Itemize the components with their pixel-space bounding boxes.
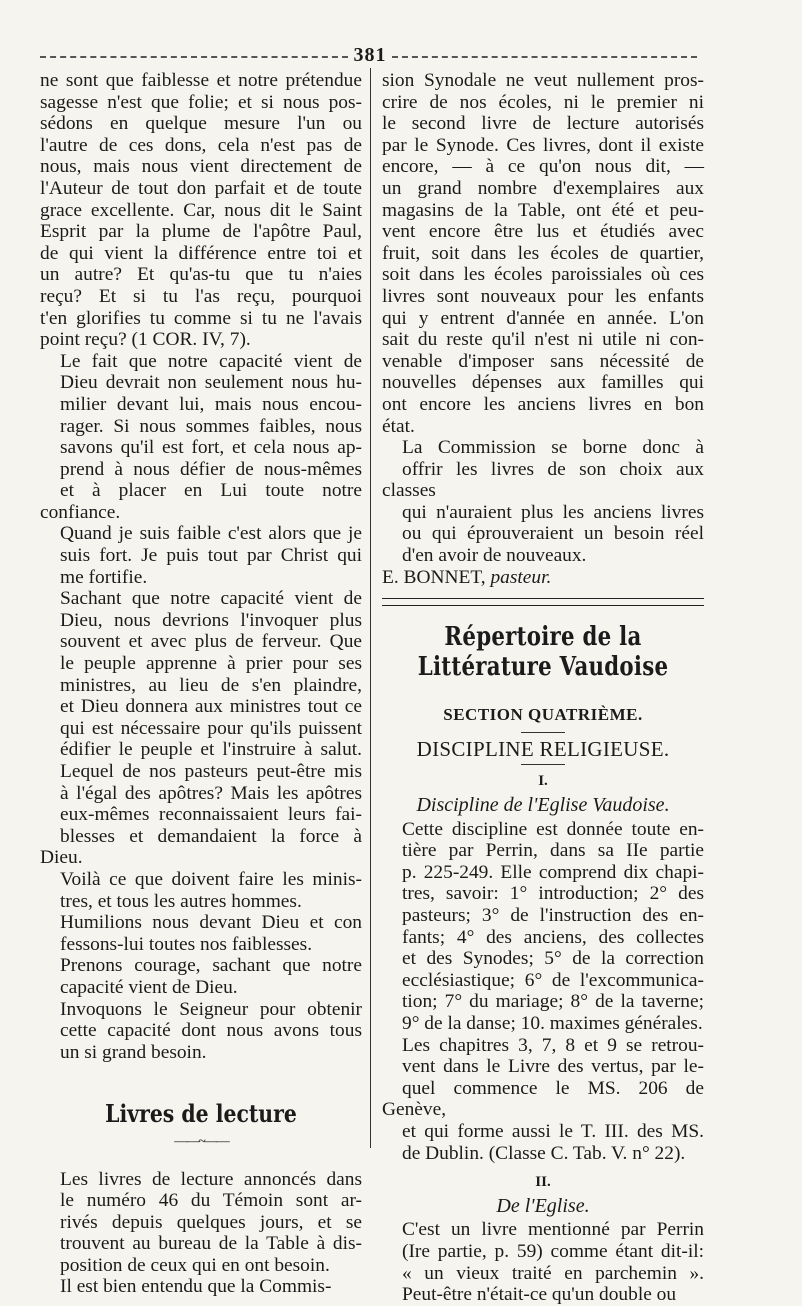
text-line: capacité vient de Dieu. [60, 976, 238, 998]
text-line: de qui vient la différence entre toi et [40, 242, 362, 264]
discipline-heading: DISCIPLINE RELIGIEUSE. [416, 736, 670, 761]
text-line: Voilà ce que doivent faire les minis- [60, 868, 362, 890]
text-line: Peut-être n'était-ce qu'un double ou [402, 1284, 677, 1306]
text-line: ne sont que faiblesse et notre prétendue [40, 70, 362, 91]
text-line: sait du reste qu'il n'est ni utile ni con- [382, 329, 704, 351]
text-line: Prenons courage, sachant que notre [60, 955, 362, 977]
text-line: Humilions nous devant Dieu et con [60, 912, 362, 934]
text-line: un si grand besoin. [60, 1041, 207, 1063]
text-line: de Dublin. (Classe C. Tab. V. n° 22). [402, 1142, 686, 1164]
text-line: Il est bien entendu que la Commis- [60, 1276, 332, 1298]
paragraph [382, 1035, 704, 1165]
text-line: ou qui éprouveraient un besoin réel [402, 523, 704, 545]
left-column-body [40, 70, 362, 1063]
short-rule [521, 732, 565, 733]
text-line: ministres, au lieu de s'en plaindre, [60, 674, 362, 696]
paragraph [40, 588, 362, 912]
text-line: (Ire partie, p. 59) comme étant dit-il: [402, 1240, 704, 1262]
text-line: tres, et tous les autres hommes. [60, 890, 302, 912]
text-line: état. [382, 415, 415, 437]
text-line: par le Synode. Ces livres, dont il existe [382, 134, 704, 156]
short-rule-2 [521, 764, 565, 765]
text-line: Dieu, nous devrions l'invoquer plus [60, 609, 362, 631]
livres-body [40, 1169, 362, 1299]
text-line: livres sont nouveaux pour les enfants [382, 285, 704, 307]
part1-title: Discipline de l'Eglise Vaudoise. [416, 794, 670, 817]
text-line: cette capacité dont nous avons tous [60, 1020, 362, 1042]
text-line: La Commission se borne donc à [402, 437, 704, 459]
text-line: C'est un livre mentionné par Perrin [402, 1219, 704, 1241]
paragraph [40, 955, 362, 998]
text-line: blesses et demandaient la force à Dieu. [40, 825, 362, 869]
part1-numeral: I. [538, 773, 548, 790]
section-separator [382, 598, 704, 606]
ornament-rule: ——~—— [174, 1133, 228, 1149]
text-line: fants; 4° des anciens, des collectes [402, 926, 704, 948]
text-line: un grand nombre d'exemplaires aux [382, 177, 704, 199]
text-line: tion; 7° du mariage; 8° de la taverne; [402, 991, 704, 1013]
text-line: Cette discipline est donnée toute en- [402, 818, 704, 840]
text-line: sion Synodale ne veut nullement pros- [382, 70, 704, 91]
text-line: milier devant lui, mais nous encou- [60, 393, 362, 415]
text-line: le peuple apprenne à prier pour ses [60, 653, 362, 675]
part2-body [382, 1219, 704, 1305]
text-line: sagesse n'est que folie; et si nous pos- [40, 91, 362, 113]
paragraph [40, 912, 362, 955]
text-line: quel commence le MS. 206 de Genève, [382, 1077, 704, 1121]
text-line: Les livres de lecture annoncés dans [60, 1168, 362, 1190]
text-line: tière par Perrin, dans sa IIe partie [402, 840, 704, 862]
left-column [40, 70, 362, 1298]
text-line: crire de nos écoles, ni le premier ni [382, 91, 704, 113]
text-line: rivés depuis quelques jours, et se [60, 1211, 362, 1233]
header-rule-right [392, 56, 697, 58]
section-title-livres: Livres de lecture [105, 1099, 297, 1129]
text-line: position de ceux qui en ont besoin. [60, 1254, 330, 1276]
text-line: le second livre de lecture autorisés [382, 113, 704, 135]
text-line: suis fort. Je puis tout par Christ qui [60, 545, 362, 567]
text-line: sédons en quelque mesure l'un ou [40, 113, 362, 135]
text-line: d'en avoir de nouveaux. [402, 545, 587, 567]
text-line: qui n'auraient plus les anciens livres [402, 501, 704, 523]
text-line: souvent et avec plus de ferveur. Que [60, 631, 362, 653]
text-line: savons qu'il est fort, et cela nous ap- [60, 437, 362, 459]
paragraph [382, 1219, 704, 1305]
text-line: à l'égal des apôtres? Mais les apôtres [60, 782, 362, 804]
page-number: 381 [353, 44, 387, 66]
text-line: « un vieux traité en parchemin ». [402, 1262, 704, 1284]
text-line: prend à nous défier de nous-mêmes [60, 458, 362, 480]
header-rule-left [40, 56, 348, 58]
text-line: Dieu devrait non seulement nous hu- [60, 372, 362, 394]
text-line: venable d'imposer sans nécessité de [382, 350, 704, 372]
text-line: nouvelles dépenses aux familles qui [382, 372, 704, 394]
text-line: ont encore les anciens livres en bon [382, 393, 704, 415]
text-line: magasins de la Table, ont été et peu- [382, 199, 704, 221]
text-line: reçu? Et si tu l'as reçu, pourquoi [40, 285, 362, 307]
column-divider [370, 68, 371, 1148]
text-line: et Dieu donnera aux ministres tout ce [60, 696, 362, 718]
text-line: Quand je suis faible c'est alors que je [60, 523, 362, 545]
text-line: qui est nécessaire pour qu'ils puissent [60, 717, 362, 739]
text-line: nous, mais nous vient directement de [40, 156, 362, 178]
text-line: Lequel de nos pasteurs peut-être mis [60, 761, 362, 782]
text-line: l'Auteur de tout don parfait et de toute [40, 177, 362, 199]
text-line: soit dans les écoles paroissiales où ces [382, 264, 704, 286]
text-line: le numéro 46 du Témoin sont ar- [60, 1190, 362, 1212]
text-line: offrir les livres de son choix aux classes [382, 458, 704, 502]
right-column [382, 70, 704, 1306]
paragraph [40, 999, 362, 1064]
part2-title: De l'Eglise. [496, 1194, 590, 1217]
text-line: p. 225-249. Elle comprend dix chapi- [402, 861, 704, 883]
text-line: Les chapitres 3, 7, 8 et 9 se retrou- [402, 1034, 704, 1056]
text-line: et à placer en Lui toute notre confiance. [40, 480, 362, 523]
text-line: un autre? Et qu'as-tu que tu n'aies [40, 264, 362, 286]
part2-numeral: II. [535, 1174, 551, 1191]
subsection-heading: SECTION QUATRIÈME. [443, 705, 643, 725]
paragraph [40, 70, 362, 351]
text-line: vent encore être lus et étudiés avec [382, 221, 704, 243]
paragraph [40, 1169, 362, 1277]
text-line: point reçu? (1 COR. IV, 7). [40, 329, 251, 351]
text-line: t'en glorifies tu comme si tu ne l'avais [40, 307, 362, 329]
text-line: Le fait que notre capacité vient de [60, 350, 362, 372]
paragraph [382, 437, 704, 567]
text-line: trouvent au bureau de la Table à dis- [60, 1233, 362, 1255]
right-column-body [382, 70, 704, 567]
text-line: pasteurs; 3° de l'instruction des en- [402, 905, 704, 926]
text-line: encore, — à ce qu'on nous dit, — [382, 156, 704, 178]
signature-role: pasteur. [490, 566, 552, 588]
signature [382, 567, 704, 589]
text-line: fessons-lui toutes nos faiblesses. [60, 933, 313, 955]
signature-name: E. BONNET, [382, 566, 486, 588]
text-line: rager. Si nous sommes faibles, nous [60, 415, 362, 437]
paragraph [382, 70, 704, 437]
text-line: fruit, soit dans les écoles de quartier, [382, 242, 704, 264]
part1-body [382, 819, 704, 1165]
text-line: Esprit par la plume de l'apôtre Paul, [40, 221, 362, 243]
paragraph [40, 351, 362, 589]
text-line: ecclésiastique; 6° de l'excommunica- [402, 969, 704, 991]
text-line: grace excellente. Car, nous dit le Saint [40, 199, 362, 221]
text-line: et qui forme aussi le T. III. des MS. [402, 1120, 704, 1142]
text-line: Invoquons le Seigneur pour obtenir [60, 998, 362, 1020]
text-line: édifier le peuple et l'instruire à salut. [60, 739, 362, 761]
text-line: vent dans le Livre des vertus, par le- [402, 1056, 704, 1078]
section-title-repertoire: Répertoire de la Littérature Vaudoise [417, 622, 669, 683]
text-line: et des Synodes; 5° de la correction [402, 948, 704, 970]
text-line: me fortifie. [60, 566, 148, 588]
text-line: 9° de la danse; 10. maximes générales. [402, 1012, 703, 1034]
paragraph [40, 1276, 362, 1298]
text-line: eux-mêmes reconnaissaient leurs fai- [60, 804, 362, 826]
text-line: l'autre de ces dons, cela n'est pas de [40, 134, 362, 156]
text-line: tres, savoir: 1° introduction; 2° des [402, 883, 704, 905]
paragraph [382, 819, 704, 1035]
text-line: Sachant que notre capacité vient de [60, 588, 362, 610]
text-line: qui y entrent d'année en année. L'on [382, 307, 704, 329]
